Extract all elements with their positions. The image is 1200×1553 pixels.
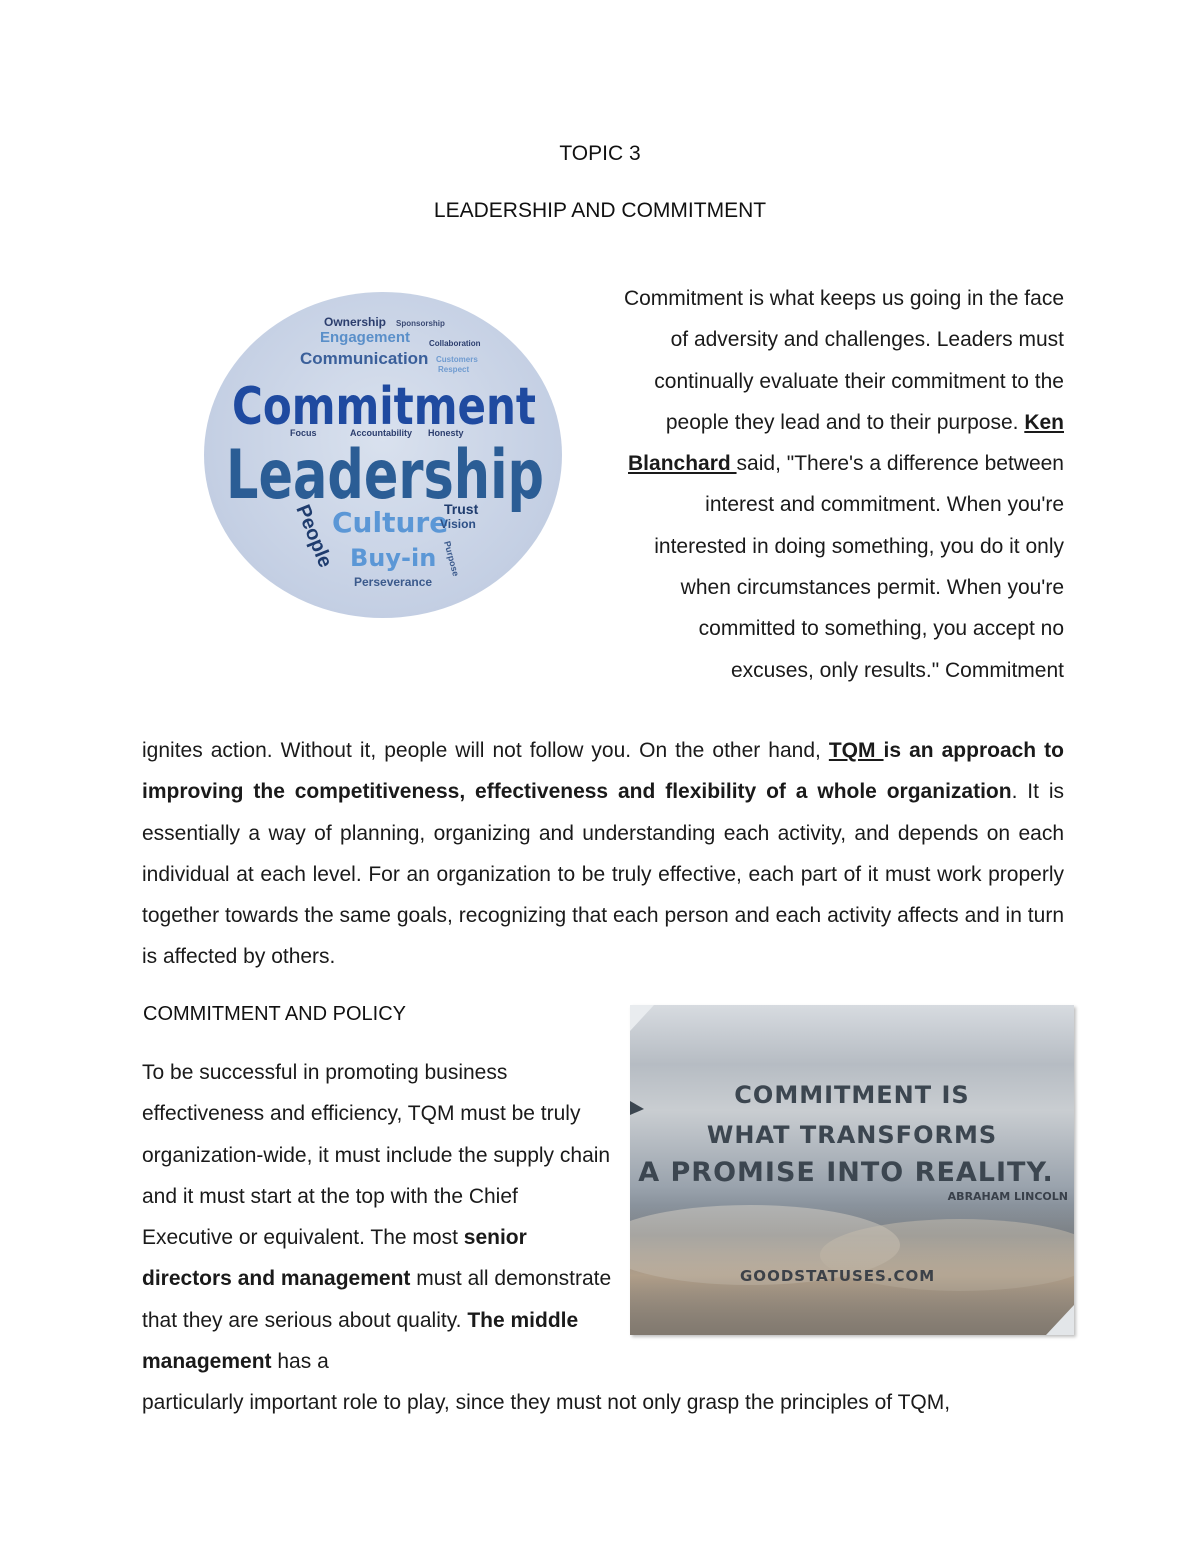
cloud-word: Vision <box>440 517 476 531</box>
cloud-word: People <box>291 501 337 571</box>
cloud-word: Buy-in <box>350 544 437 572</box>
cloud-word: Leadership <box>226 436 544 515</box>
cloud-word: Ownership <box>324 315 387 329</box>
page-title: LEADERSHIP AND COMMITMENT <box>433 199 767 222</box>
ken-blanchard-link: Ken Blanchard <box>628 410 1064 476</box>
policy-text: has a <box>271 1350 329 1374</box>
cloud-word: Purpose <box>442 539 462 578</box>
topic-number: TOPIC 3 <box>559 142 641 165</box>
word-cloud-image <box>204 292 562 618</box>
cloud-word: Focus <box>290 428 317 438</box>
intro-paragraph-continued <box>142 730 1064 978</box>
intro-text: said, "There's a difference between interest and commitment. When you're interested in doing something, you do it only when circumstances permit. When you're committed to something, you accept no excuses, only results." Commitment <box>654 452 1064 682</box>
intro-text: ignites action. Without it, people will not follow you. On the other hand, <box>142 739 829 762</box>
cloud-word: Perseverance <box>354 575 433 589</box>
policy-paragraph-continued: particularly important role to play, since they must not only grasp the principles of TQM, <box>142 1391 951 1414</box>
cloud-word: Sponsorship <box>396 319 445 328</box>
cloud-word: Respect <box>438 365 470 374</box>
cloud-word: Commitment <box>232 377 536 437</box>
cloud-word: Accountability <box>350 428 413 438</box>
cloud-word: Trust <box>444 501 479 517</box>
policy-paragraph <box>142 1052 612 1382</box>
cloud-word: Customers <box>436 355 478 364</box>
quote-watermark: GOODSTATUSES.COM <box>740 1267 936 1285</box>
cloud-word: Honesty <box>428 428 464 438</box>
quote-author: ABRAHAM LINCOLN <box>947 1190 1068 1203</box>
policy-bold-text: The middle management <box>142 1308 579 1374</box>
cloud-word: Collaboration <box>429 339 481 348</box>
tqm-definition: is an approach to improving the competitiveness, effectiveness and flexibility of a whole organization <box>142 739 1064 804</box>
intro-text: Commitment is what keeps us going in the face of adversity and challenges. Leaders must continually evaluate their commitment to the people they lead and to their purpose. <box>623 287 1064 434</box>
cloud-word: Engagement <box>320 329 411 346</box>
quote-line: WHAT TRANSFORMS <box>706 1121 998 1149</box>
cloud-word: Culture <box>332 506 449 539</box>
policy-bold-text: senior directors and management <box>142 1226 527 1291</box>
quote-line: A PROMISE INTO REALITY. <box>638 1157 1054 1188</box>
intro-paragraph <box>620 278 1064 691</box>
cloud-word: Communication <box>300 349 429 368</box>
tqm-term: TQM <box>828 739 884 762</box>
intro-text: . It is essentially a way of planning, organizing and understanding each activity, and depends on each individual at each level. For an organization to be truly effective, each part of it must work properly together towards the same goals, recognizing that each person and each activity affects and in turn is affected by others. <box>142 780 1065 969</box>
policy-text: must all demonstrate that they are serious about quality. <box>142 1267 612 1332</box>
quote-image <box>630 1005 1074 1335</box>
quote-line: COMMITMENT IS <box>734 1081 970 1109</box>
policy-text: To be successful in promoting business effectiveness and efficiency, TQM must be truly organization-wide, it must include the supply chain and it must start at the top with the Chief Executive or equivalent. The most <box>142 1061 611 1250</box>
section-heading: COMMITMENT AND POLICY <box>143 1003 406 1025</box>
